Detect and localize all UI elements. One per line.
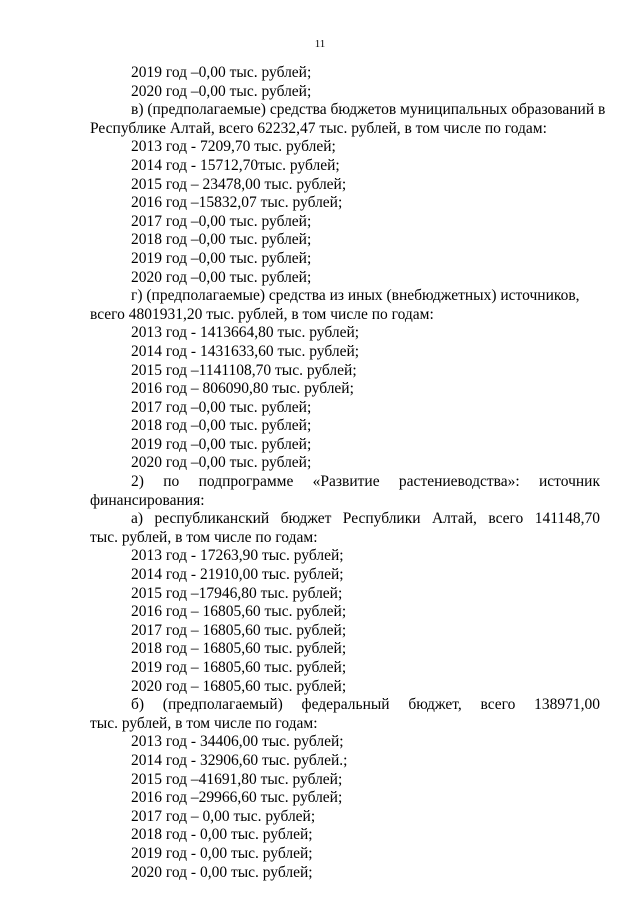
year-line: 2013 год - 17263,90 тыс. рублей; <box>131 547 344 565</box>
year-line: 2020 год –0,00 тыс. рублей; <box>131 454 312 472</box>
year-line: 2015 год –41691,80 тыс. рублей; <box>131 770 343 788</box>
year-line: 2020 год - 0,00 тыс. рублей; <box>131 863 313 881</box>
text-line: тыс. рублей, в том числе по годам: <box>90 714 318 732</box>
year-line: 2019 год –0,00 тыс. рублей; <box>131 64 312 81</box>
year-line: 2018 год - 0,00 тыс. рублей; <box>131 826 313 844</box>
year-line: 2019 год – 16805,60 тыс. рублей; <box>131 659 347 676</box>
year-line: 2019 год - 0,00 тыс. рублей; <box>131 844 313 862</box>
year-line: 2015 год – 23478,00 тыс. рублей; <box>131 175 347 193</box>
year-line: 2020 год –0,00 тыс. рублей; <box>131 268 312 286</box>
text-line: б) (предполагаемый) федеральный бюджет, всего 138971,00 <box>131 696 600 714</box>
year-line: 2018 год –0,00 тыс. рублей; <box>131 417 312 435</box>
year-line: 2019 год –0,00 тыс. рублей; <box>131 249 312 267</box>
document-body <box>90 64 606 882</box>
year-line: 2014 год - 1431633,60 тыс. рублей; <box>131 342 360 360</box>
year-line: 2013 год - 7209,70 тыс. рублей; <box>131 138 336 156</box>
text-line: г) (предполагаемые) средства из иных (внебюджетных) источников, <box>131 287 580 305</box>
year-line: 2016 год – 16805,60 тыс. рублей; <box>131 603 347 621</box>
year-line: 2014 год - 15712,70тыс. рублей; <box>131 156 340 174</box>
year-line: 2016 год – 806090,80 тыс. рублей; <box>131 380 354 398</box>
year-line: 2013 год - 1413664,80 тыс. рублей; <box>131 324 360 342</box>
year-line: 2017 год –0,00 тыс. рублей; <box>131 212 312 230</box>
year-line: 2017 год –0,00 тыс. рублей; <box>131 398 312 416</box>
year-line: 2019 год –0,00 тыс. рублей; <box>131 435 312 453</box>
year-line: 2013 год - 34406,00 тыс. рублей; <box>131 733 344 751</box>
page-number: 11 <box>314 38 326 50</box>
year-line: 2018 год – 16805,60 тыс. рублей; <box>131 640 347 658</box>
year-line: 2017 год – 16805,60 тыс. рублей; <box>131 621 347 639</box>
text-line: в) (предполагаемые) средства бюджетов муниципальных образований в <box>131 101 606 119</box>
year-line: 2020 год –0,00 тыс. рублей; <box>131 82 312 100</box>
text-line: Республике Алтай, всего 62232,47 тыс. рублей, в том числе по годам: <box>90 119 547 137</box>
year-line: 2016 год –29966,60 тыс. рублей; <box>131 789 343 807</box>
year-line: 2014 год - 32906,60 тыс. рублей.; <box>131 751 348 769</box>
year-line: 2017 год – 0,00 тыс. рублей; <box>131 807 316 825</box>
year-line: 2020 год – 16805,60 тыс. рублей; <box>131 677 347 695</box>
year-line: 2015 год –17946,80 тыс. рублей; <box>131 584 343 602</box>
year-line: 2018 год –0,00 тыс. рублей; <box>131 231 312 249</box>
text-line: 2) по подпрограмме «Развитие растениеводства»: источник <box>131 473 600 491</box>
year-line: 2016 год –15832,07 тыс. рублей; <box>131 194 343 212</box>
year-line: 2015 год –1141108,70 тыс. рублей; <box>131 361 357 379</box>
text-line: финансирования: <box>90 491 205 509</box>
year-line: 2014 год - 21910,00 тыс. рублей; <box>131 566 344 584</box>
text-line: тыс. рублей, в том числе по годам: <box>90 528 318 546</box>
text-line: а) республиканский бюджет Республики Алтай, всего 141148,70 <box>131 510 600 528</box>
text-line: всего 4801931,20 тыс. рублей, в том числе по годам: <box>90 305 434 323</box>
